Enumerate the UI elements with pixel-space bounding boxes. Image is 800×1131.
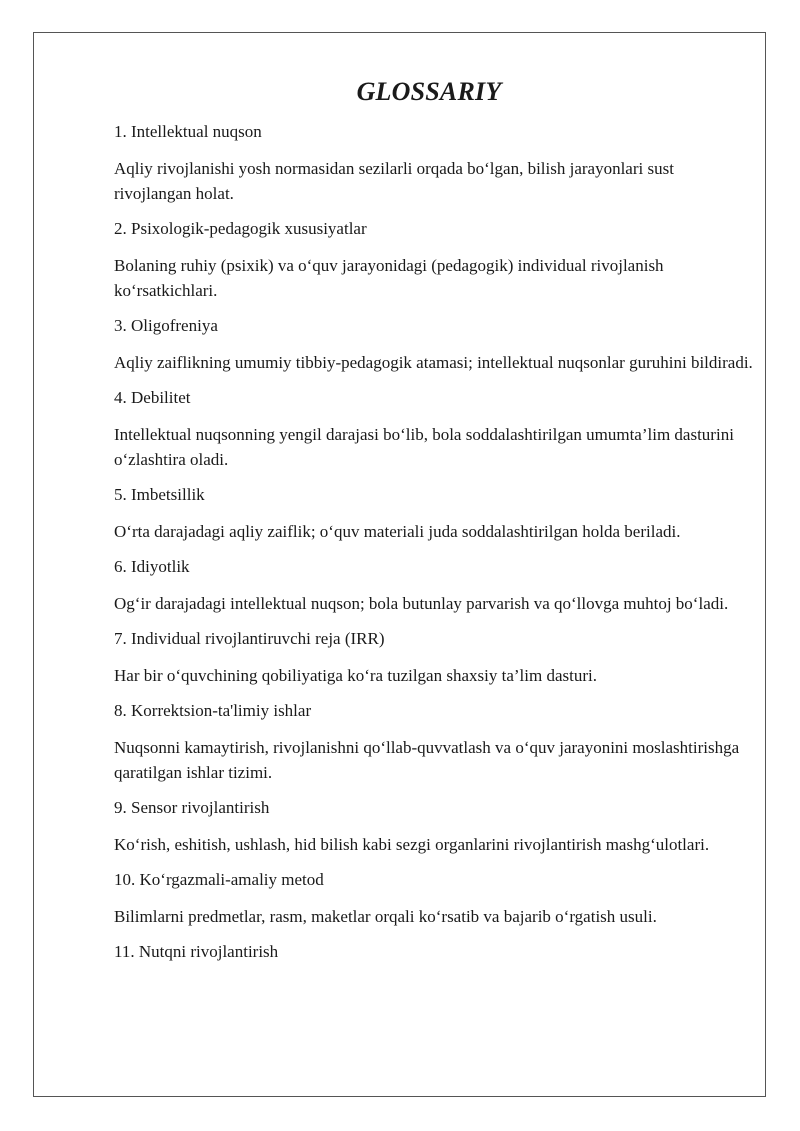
entry-definition: O‘rta darajadagi aqliy zaiflik; o‘quv materiali juda soddalashtirilgan holda beriladi.: [114, 522, 681, 541]
entry-definition: Har bir o‘quvchining qobiliyatiga ko‘ra tuzilgan shaxsiy ta’lim dasturi.: [114, 666, 597, 685]
entry-term: 11. Nutqni rivojlantirish: [114, 942, 279, 961]
glossary-entry: [114, 699, 754, 785]
page-title: GLOSSARIY: [356, 77, 502, 106]
entry-definition: Aqliy rivojlanishi yosh normasidan sezilarli orqada bo‘lgan, bilish jarayonlari sust rivojlangan holat.: [114, 159, 674, 203]
glossary-content: [114, 76, 754, 976]
entry-definition: Aqliy zaiflikning umumiy tibbiy-pedagogik atamasi; intellektual nuqsonlar guruhini bildiradi.: [114, 353, 753, 372]
entry-term: 5. Imbetsillik: [114, 485, 205, 504]
glossary-entry: [114, 483, 754, 544]
entry-term: 10. Ko‘rgazmali-amaliy metod: [114, 870, 324, 889]
entry-term: 4. Debilitet: [114, 388, 191, 407]
entry-term: 7. Individual rivojlantiruvchi reja (IRR): [114, 629, 385, 648]
glossary-entry: [114, 940, 754, 964]
glossary-entry: [114, 120, 754, 206]
entry-definition: Ko‘rish, eshitish, ushlash, hid bilish kabi sezgi organlarini rivojlantirish mashg‘ulotlari.: [114, 835, 710, 854]
entry-term: 2. Psixologik-pedagogik xususiyatlar: [114, 219, 367, 238]
entry-definition: Og‘ir darajadagi intellektual nuqson; bola butunlay parvarish va qo‘llovga muhtoj bo‘ladi.: [114, 594, 729, 613]
entry-term: 3. Oligofreniya: [114, 316, 218, 335]
entry-definition: Bolaning ruhiy (psixik) va o‘quv jarayonidagi (pedagogik) individual rivojlanish ko‘rsatkichlari.: [114, 256, 664, 300]
glossary-entry: [114, 627, 754, 688]
entry-definition: Intellektual nuqsonning yengil darajasi bo‘lib, bola soddalashtirilgan umumta’lim dasturini o‘zlashtira oladi.: [114, 425, 734, 469]
entry-definition: Bilimlarni predmetlar, rasm, maketlar orqali ko‘rsatib va bajarib o‘rgatish usuli.: [114, 907, 657, 926]
entry-term: 9. Sensor rivojlantirish: [114, 798, 270, 817]
glossary-entry: [114, 217, 754, 303]
glossary-entry: [114, 555, 754, 616]
entry-term: 6. Idiyotlik: [114, 557, 190, 576]
glossary-entry: [114, 386, 754, 472]
entry-definition: Nuqsonni kamaytirish, rivojlanishni qo‘llab-quvvatlash va o‘quv jarayonini moslashtirishga qaratilgan ishlar tizimi.: [114, 738, 740, 782]
entry-term: 8. Korrektsion-ta'limiy ishlar: [114, 701, 312, 720]
entry-term: 1. Intellektual nuqson: [114, 122, 262, 141]
glossary-entry: [114, 796, 754, 857]
glossary-entry: [114, 314, 754, 375]
glossary-entry: [114, 868, 754, 929]
